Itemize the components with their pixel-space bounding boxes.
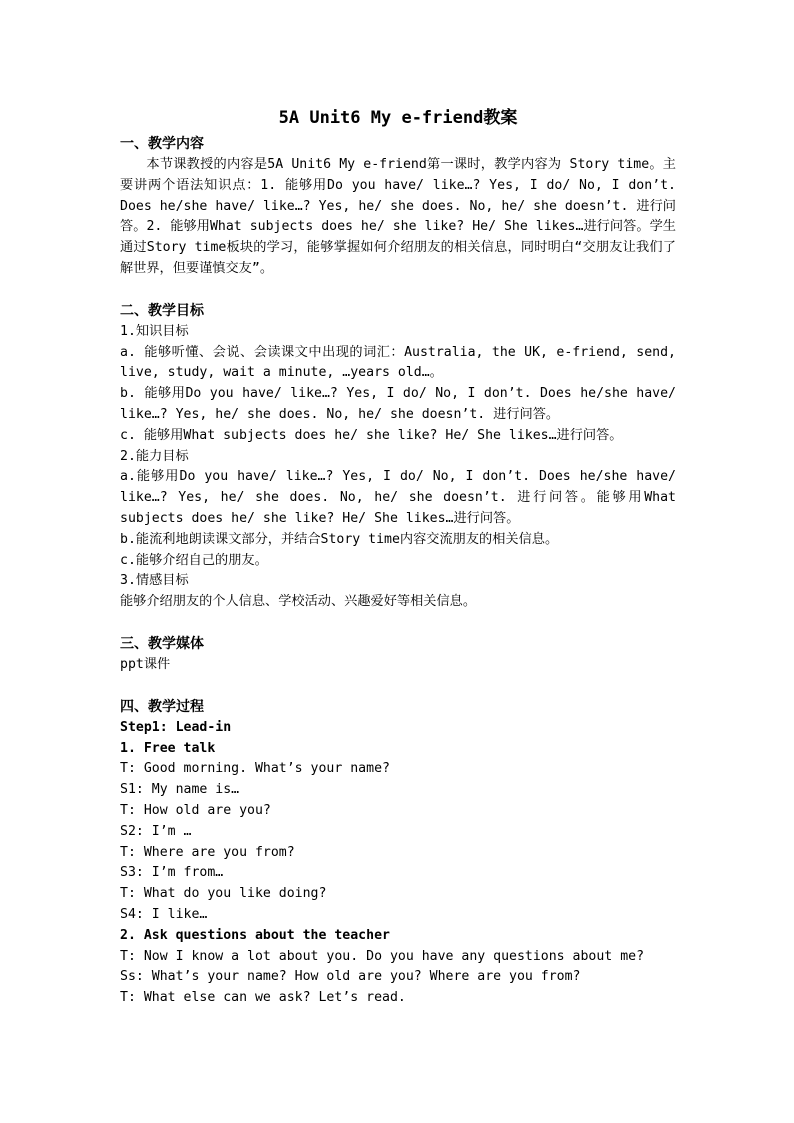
ability-objective-c: c.能够介绍自己的朋友。 <box>120 552 268 568</box>
emotion-objective-body: 能够介绍朋友的个人信息、学校活动、兴趣爱好等相关信息。 <box>120 594 477 610</box>
knowledge-objective-c: c. 能够用What subjects does he/ she like? He/ She likes…进行问答。 <box>120 427 623 443</box>
section-heading-content: 一、教学内容 <box>120 136 204 152</box>
dialogue-line: S2: I’m … <box>120 823 192 839</box>
emotion-objective-title: 3.情感目标 <box>120 573 189 589</box>
ability-objective-title: 2.能力目标 <box>120 448 189 464</box>
subsection-title-free-talk: 1. Free talk <box>120 740 216 756</box>
ability-objective-a: a.能够用Do you have/ like…? Yes, I do/ No, I don’t. Does he/she have/ like…? Yes, he/ she does. No, he/ she doesn’t. 进行问答。能够用What subjects does he/ she like? He/ She likes…进行问答。 <box>120 469 676 526</box>
media-body: ppt课件 <box>120 656 171 672</box>
dialogue-line: T: Now I know a lot about you. Do you have any questions about me? <box>120 948 645 964</box>
spacer <box>120 613 676 634</box>
dialogue-ask-questions <box>120 947 676 1009</box>
spacer <box>120 280 676 301</box>
dialogue-line: Ss: What’s your name? How old are you? Where are you from? <box>120 969 581 985</box>
dialogue-line: T: How old are you? <box>120 802 271 818</box>
dialogue-line: S3: I’m from… <box>120 865 224 881</box>
dialogue-line: T: What else can we ask? Let’s read. <box>120 990 406 1006</box>
spacer <box>120 676 676 697</box>
dialogue-line: S1: My name is… <box>120 782 240 798</box>
knowledge-objective-b: b. 能够用Do you have/ like…? Yes, I do/ No, I don’t. Does he/she have/ like…? Yes, he/ she does. No, he/ she doesn’t. 进行问答。 <box>120 386 676 422</box>
dialogue-free-talk <box>120 759 676 925</box>
section-heading-objectives: 二、教学目标 <box>120 302 204 319</box>
section-heading-process: 四、教学过程 <box>120 698 204 715</box>
subsection-title-ask-questions: 2. Ask questions about the teacher <box>120 927 390 943</box>
knowledge-objective-title: 1.知识目标 <box>120 323 189 339</box>
document-page <box>120 106 676 1009</box>
section-heading-media: 三、教学媒体 <box>120 635 204 652</box>
step-title: Step1: Lead-in <box>120 719 232 735</box>
knowledge-objective-a: a. 能够听懂、会说、会读课文中出现的词汇：Australia, the UK, e-friend, send, live, study, wait a minute, …years old…。 <box>120 344 676 381</box>
content-paragraph: 本节课教授的内容是5A Unit6 My e-friend第一课时，教学内容为 Story time。主要讲两个语法知识点：1. 能够用Do you have/ like…? Yes, I do/ No, I don’t. Does he/she have/ like…? Yes, he/ she does. No, he/ she doesn’t. 进行问答。2. 能够用What subjects does he/ she like? He/ She likes…进行问答。学生通过Story time板块的学习，能够掌握如何介绍朋友的相关信息，同时明白“交朋友让我们了解世界，但要谨慎交友”。 <box>120 157 676 276</box>
dialogue-line: T: What do you like doing? <box>120 886 327 902</box>
dialogue-line: T: Where are you from? <box>120 844 295 860</box>
dialogue-line: T: Good morning. What’s your name? <box>120 761 390 777</box>
document-title: 5A Unit6 My e-friend教案 <box>278 108 518 128</box>
ability-objective-b: b.能流利地朗读课文部分，并结合Story time内容交流朋友的相关信息。 <box>120 531 559 547</box>
dialogue-line: S4: I like… <box>120 906 208 922</box>
